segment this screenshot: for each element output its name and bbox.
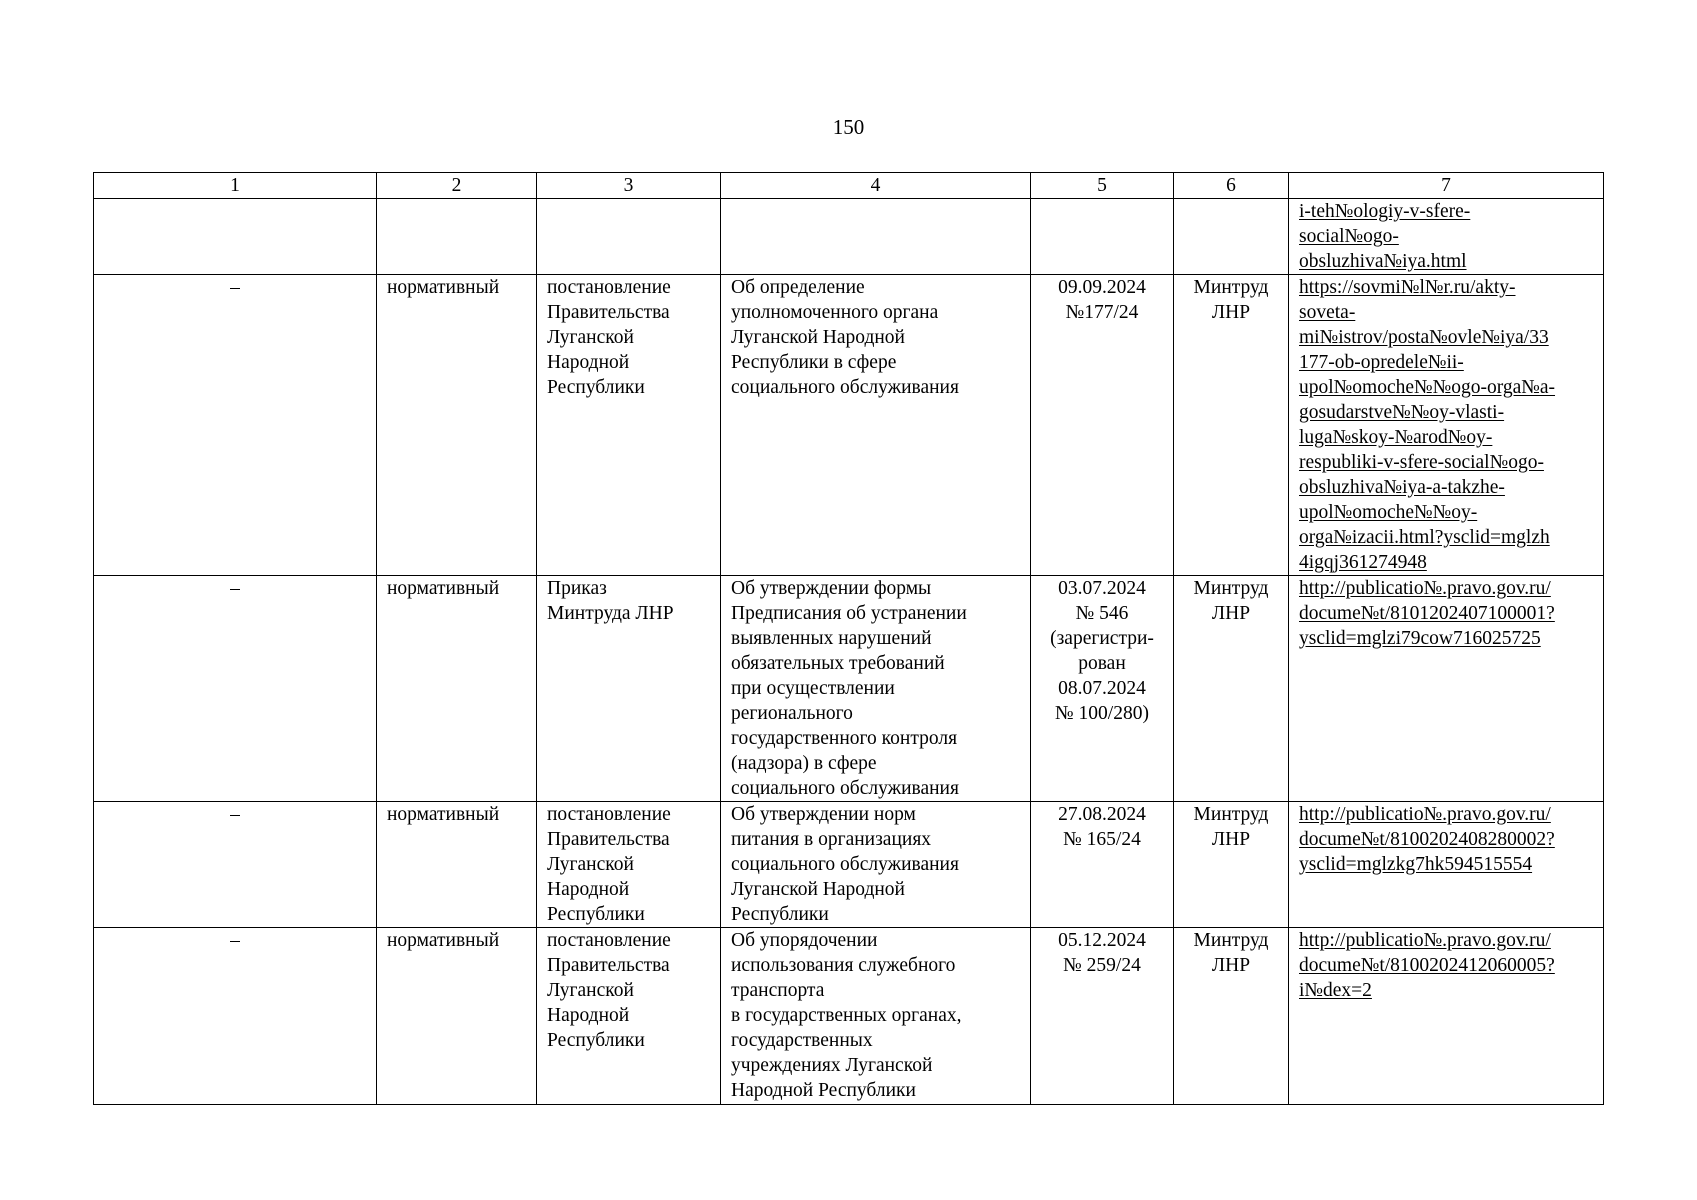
cell-link-container [1289,275,1604,576]
cell-index: – [94,576,377,802]
table-row [94,928,1604,1105]
page-number: 150 [832,115,865,139]
document-link[interactable]: https://sovmi№l№r.ru/akty- soveta- mi№istrov/posta№ovle№iya/33 177-ob-opredele№ii- upol№omoche№№ogo-orga№a- gosudarstve№№oy-vlasti- luga№skoy-№arod№oy- respubliki-v-sfere-social№ogo- obsluzhiva№iya-a-takzhe- upol№omoche№№oy- orga№izacii.html?ysclid=mglzh 4igqj361274948 [1299,277,1556,573]
cell-act-kind: постановление Правительства Луганской Народной Республики [537,275,721,576]
column-header-6: 6 [1174,173,1289,199]
document-link[interactable]: http://publicatio№.pravo.gov.ru/ docume№t/8100202408280002? ysclid=mglzkg7hk594515554 [1299,804,1555,875]
cell-date-number: 27.08.2024 № 165/24 [1031,802,1174,928]
cell-type: нормативный [377,802,537,928]
cell-title [721,199,1031,275]
cell-title: Об утверждении норм питания в организациях социального обслуживания Луганской Народной Республики [721,802,1031,928]
table-row [94,275,1604,576]
cell-authority: Минтруд ЛНР [1174,576,1289,802]
header-row [94,173,1604,199]
document-link[interactable]: http://publicatio№.pravo.gov.ru/ docume№t/8101202407100001? ysclid=mglzi79cow716025725 [1299,578,1555,649]
document-table [93,172,1604,1105]
cell-date-number: 09.09.2024 №177/24 [1031,275,1174,576]
cell-link-container [1289,199,1604,275]
document-link[interactable]: i-teh№ologiy-v-sfere- social№ogo- obsluzhiva№iya.html [1299,201,1471,272]
cell-authority: Минтруд ЛНР [1174,928,1289,1105]
cell-authority [1174,199,1289,275]
column-header-5: 5 [1031,173,1174,199]
column-header-3: 3 [537,173,721,199]
cell-index: – [94,275,377,576]
cell-type: нормативный [377,576,537,802]
cell-authority: Минтруд ЛНР [1174,802,1289,928]
cell-title: Об утверждении формы Предписания об устранении выявленных нарушений обязательных требований при осуществлении регионального государственного контроля (надзора) в сфере социального обслуживания [721,576,1031,802]
cell-act-kind: постановление Правительства Луганской Народной Республики [537,802,721,928]
cell-index: – [94,802,377,928]
cell-link-container [1289,802,1604,928]
cell-date-number: 05.12.2024 № 259/24 [1031,928,1174,1105]
cell-date-number: 03.07.2024 № 546 (зарегистри- рован 08.07.2024 № 100/280) [1031,576,1174,802]
cell-type: нормативный [377,275,537,576]
table-row [94,199,1604,275]
column-header-4: 4 [721,173,1031,199]
cell-link-container [1289,576,1604,802]
cell-act-kind: постановление Правительства Луганской Народной Республики [537,928,721,1105]
document-link[interactable]: http://publicatio№.pravo.gov.ru/ docume№t/8100202412060005? i№dex=2 [1299,930,1555,1001]
cell-act-kind: Приказ Минтруда ЛНР [537,576,721,802]
cell-index: – [94,928,377,1105]
cell-link-container [1289,928,1604,1105]
cell-act-kind [537,199,721,275]
cell-title: Об упорядочении использования служебного транспорта в государственных органах, государственных учреждениях Луганской Народной Республики [721,928,1031,1105]
cell-type: нормативный [377,928,537,1105]
cell-index [94,199,377,275]
table-row [94,576,1604,802]
column-header-7: 7 [1289,173,1604,199]
table-row [94,802,1604,928]
cell-authority: Минтруд ЛНР [1174,275,1289,576]
cell-date-number [1031,199,1174,275]
column-header-1: 1 [94,173,377,199]
cell-type [377,199,537,275]
cell-title: Об определение уполномоченного органа Луганской Народной Республики в сфере социального обслуживания [721,275,1031,576]
column-header-2: 2 [377,173,537,199]
